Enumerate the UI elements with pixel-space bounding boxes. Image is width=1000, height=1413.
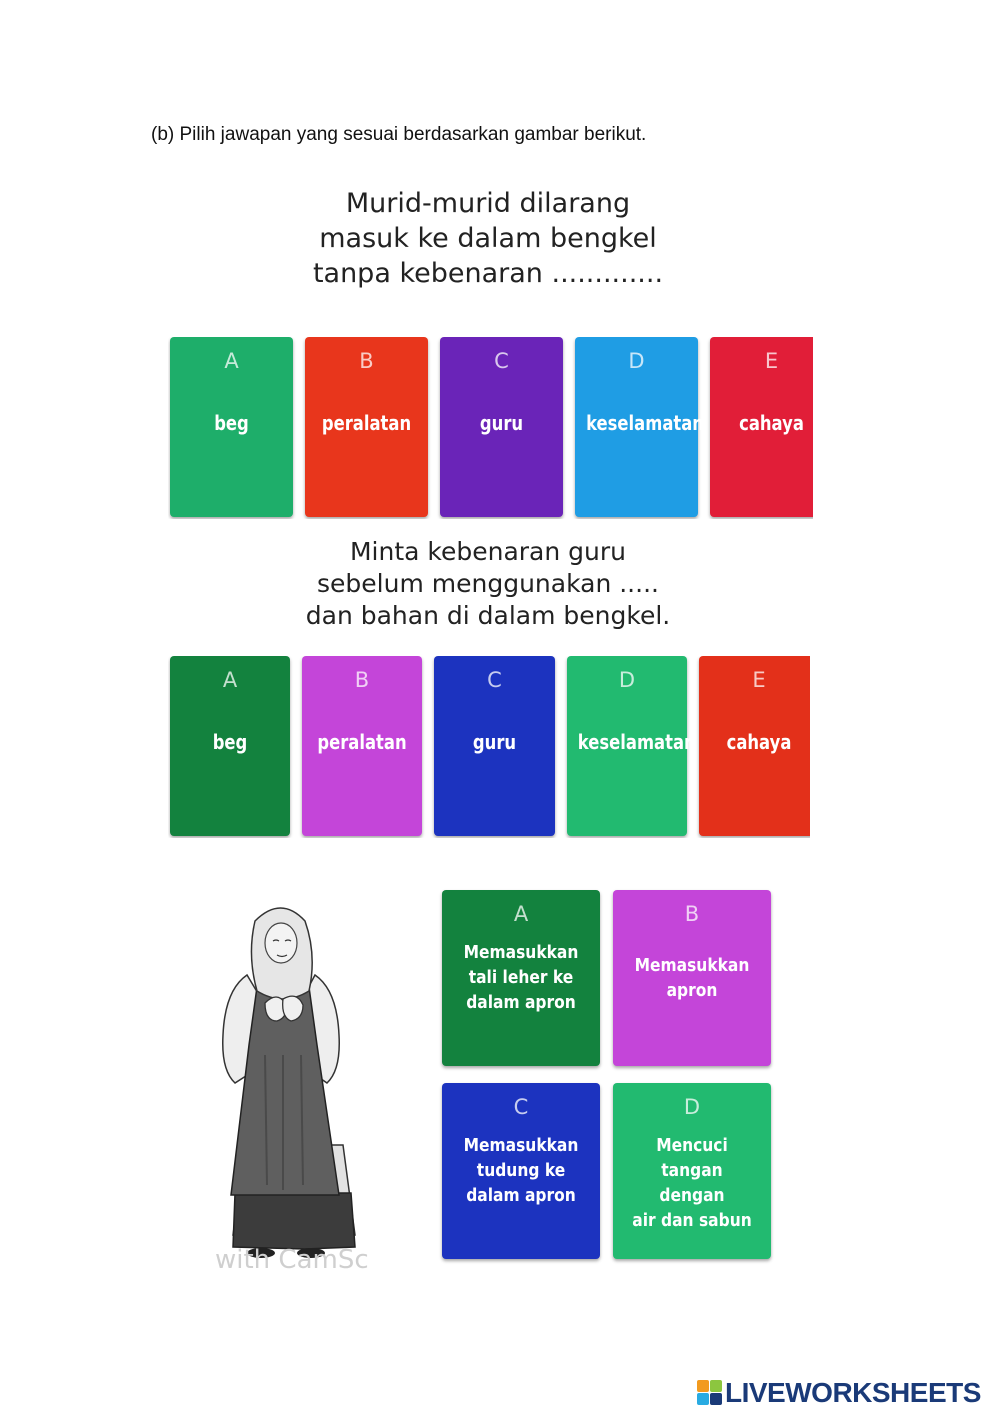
option-text-line: dalam apron bbox=[466, 1185, 576, 1206]
option-text bbox=[457, 940, 586, 1015]
question-2-line: sebelum menggunakan ..... bbox=[317, 569, 659, 598]
scan-watermark: with CamSc bbox=[215, 1245, 369, 1270]
answer-row-2 bbox=[168, 656, 810, 838]
option-letter: B bbox=[354, 668, 370, 692]
option-letter: D bbox=[618, 668, 636, 692]
question-2-line: dan bahan di dalam bengkel. bbox=[305, 601, 671, 630]
option-text bbox=[457, 1133, 586, 1208]
option-word: cahaya bbox=[739, 411, 804, 435]
question-1-line: Murid-murid dilarang bbox=[345, 188, 631, 219]
option-card-a[interactable] bbox=[170, 337, 293, 517]
option-card-b[interactable] bbox=[305, 337, 428, 517]
option-word: guru bbox=[479, 411, 524, 435]
option-letter: B bbox=[359, 349, 374, 373]
liveworksheets-logo bbox=[697, 1378, 981, 1408]
option-text-line: tudung ke bbox=[476, 1160, 566, 1181]
option-card-c[interactable] bbox=[440, 337, 563, 517]
option-text bbox=[628, 953, 757, 1003]
option-word: cahaya bbox=[726, 730, 792, 754]
option-letter: D bbox=[628, 349, 645, 373]
option-text-line: Memasukkan bbox=[634, 955, 750, 976]
option-letter: C bbox=[513, 1095, 529, 1119]
option-card-a[interactable] bbox=[442, 890, 600, 1066]
option-word: peralatan bbox=[321, 411, 412, 435]
option-text bbox=[628, 1133, 757, 1233]
option-letter: C bbox=[487, 668, 502, 692]
answer-row-1 bbox=[168, 337, 813, 519]
option-letter: A bbox=[224, 349, 239, 373]
option-card-b[interactable] bbox=[613, 890, 771, 1066]
option-word: keselamatan bbox=[577, 730, 696, 754]
option-letter: A bbox=[513, 902, 529, 926]
option-card-d[interactable] bbox=[613, 1083, 771, 1259]
option-text-line: apron bbox=[666, 980, 718, 1001]
option-card-a[interactable] bbox=[170, 656, 290, 836]
option-letter: B bbox=[684, 902, 700, 926]
option-text-line: Memasukkan bbox=[463, 942, 579, 963]
option-letter: E bbox=[764, 349, 779, 373]
question-1-line: masuk ke dalam bengkel bbox=[319, 223, 657, 254]
option-word: beg bbox=[212, 730, 248, 754]
question-2-line: Minta kebenaran guru bbox=[349, 537, 627, 566]
option-text-line: dalam apron bbox=[466, 992, 576, 1013]
option-text-line: Mencuci bbox=[656, 1135, 728, 1156]
option-card-e[interactable] bbox=[710, 337, 813, 517]
option-text-line: air dan sabun bbox=[632, 1210, 752, 1231]
option-text-line: Memasukkan bbox=[463, 1135, 579, 1156]
liveworksheets-logo-icon bbox=[697, 1380, 723, 1406]
option-text-line: tangan dengan bbox=[659, 1160, 725, 1206]
option-word: guru bbox=[472, 730, 517, 754]
question-1-line: tanpa kebenaran ............. bbox=[312, 258, 664, 289]
option-card-c[interactable] bbox=[434, 656, 555, 836]
option-word: peralatan bbox=[317, 730, 407, 754]
option-card-b[interactable] bbox=[302, 656, 422, 836]
question-2 bbox=[250, 536, 726, 632]
logo-text: LIVEWORKSHEETS bbox=[725, 1377, 981, 1408]
option-card-e[interactable] bbox=[699, 656, 810, 836]
option-letter: E bbox=[752, 668, 766, 692]
option-card-d[interactable] bbox=[567, 656, 696, 836]
option-card-d[interactable] bbox=[575, 337, 704, 517]
option-card-c[interactable] bbox=[442, 1083, 600, 1259]
option-letter: C bbox=[494, 349, 509, 373]
woman-apron-icon bbox=[205, 895, 425, 1270]
option-word: beg bbox=[214, 411, 249, 435]
instruction-text: (b) Pilih jawapan yang sesuai berdasarkan gambar berikut. bbox=[151, 124, 647, 145]
question-1 bbox=[250, 186, 726, 291]
option-letter: D bbox=[683, 1095, 701, 1119]
option-letter: A bbox=[222, 668, 238, 692]
option-word: keselamatan bbox=[586, 411, 704, 435]
apron-woman-illustration bbox=[205, 895, 425, 1270]
option-text-line: tali leher ke bbox=[468, 967, 574, 988]
